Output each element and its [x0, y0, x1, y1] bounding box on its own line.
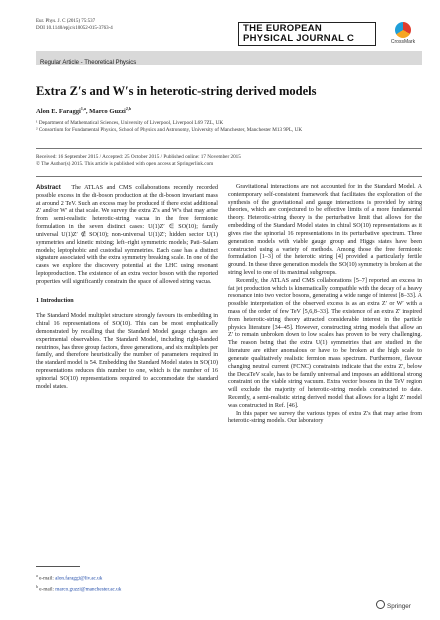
- publisher-name: Springer: [387, 603, 411, 610]
- journal-name-line2: PHYSICAL JOURNAL C: [243, 33, 355, 44]
- crossmark-icon: [395, 22, 411, 38]
- author-1: Alon E. Faraggi$^{1,a}$: [36, 106, 86, 116]
- publisher-logo: [376, 600, 411, 610]
- affiliation-2: ² Consortium for Fundamental Physics, School of Physics and Astronomy, University of Manchester, Manchester M13 9PL, UK: [36, 127, 303, 133]
- springer-icon: [376, 600, 385, 609]
- body-paragraph: In this paper we survey the various types of extra Z′s that may arise from heterotic-string models. Our laboratory: [228, 410, 422, 425]
- email-link[interactable]: alon.faraggi@liv.ac.uk: [55, 575, 103, 582]
- journal-citation: Eur. Phys. J. C (2015) 75:537: [36, 19, 96, 24]
- article-type: Regular Article - Theoretical Physics: [40, 60, 137, 66]
- paper-title: Extra Z′s and W′s in heterotic-string derived models: [36, 84, 317, 98]
- copyright-line: © The Author(s) 2015. This article is published with open access at Springerlink.com: [36, 161, 214, 167]
- article-type-band: [36, 51, 422, 65]
- left-column: [36, 184, 218, 392]
- crossmark-badge[interactable]: [383, 22, 423, 45]
- abstract: [36, 184, 218, 287]
- journal-logo: [238, 22, 376, 46]
- right-column: [228, 184, 422, 426]
- footnote-b: $^b$ e-mail: marco.guzzi@manchester.ac.uk: [36, 583, 122, 593]
- author-2: Marco Guzzi$^{2,b}$: [89, 106, 132, 116]
- received-dates: Received: 16 September 2015 / Accepted: 25 October 2015 / Published online: 17 November 2015: [36, 154, 241, 160]
- email-link[interactable]: marco.guzzi@manchester.ac.uk: [55, 586, 122, 593]
- footnote-a: $^a$ e-mail: alon.faraggi@liv.ac.uk: [36, 573, 103, 582]
- abstract-label: Abstract: [36, 184, 61, 191]
- crossmark-label: CrossMark: [390, 39, 416, 45]
- abstract-text: The ATLAS and CMS collaborations recently recorded possible excess in the di-boson production at the di-boson invariant mass at around 2 TeV. Such an excess may be produced if there exist additional Z′ and/or W′ at that scale. We survey the extra Z′s and W′s that may arise from semi-realistic heterotic-string vacua in the free fermionic formulation in the seven distinct cases: U(1)Z′ ∈ SO(10); family universal U(1)Z′ ∉ SO(10); non-universal U(1)Z′; hidden sector U(1) symmetries and kinetic mixing; left–right symmetric models; Pati–Salam models; leptophobic and custodial symmetries. Each case has a distinct signature associated with the extra symmetry breaking scale. In one of the cases we explore the discovery potential at the LHC using resonant leptoproduction. The existence of an extra vector boson with the reported properties will significantly constrain the space of allowed string vacua.: [36, 185, 218, 285]
- intro-paragraph: The Standard Model multiplet structure strongly favours its embedding in chiral 16 representations of SO(10). This can be most emphatically demonstrated by recalling that the Standard Model gauge charges are experimental observables. The Standard Model, including right-handed neutrinos, has three group factors, three generations, and six multiplets per family, and therefore heuristically the number of parameters required in the standard model is 54. Embedding the Standard Model states in SO(10) representations reduces this number to one, which is the number of 16 spinorial SO(10) representations required to accommodate the standard model states.: [36, 313, 218, 390]
- journal-name-line1: THE EUROPEAN: [243, 23, 323, 34]
- body-paragraph: Recently, the ATLAS and CMS collaborations [5–7] reported an excess in fat jet production which is kinematically compatible with the decay of a heavy resonance into two vector bosons, generating a wide range of interest [8–33]. A possible interpretation of the observed excess is as an extra Z′ or W′ with a mass of the order of few TeV [5,6,8–33]. The existence of an extra Z′ inspired from heterotic-string theory attracted considerable interest in the particle physics literature [34–45]. However, constructing string models that allow an Z′ to remain unbroken down to low scales has proven to be very challenging. The reason being that the extra U(1) symmetries that are studied in the literature are either anomalous or have to be broken at the high scale to generate qualitatively realistic fermion mass spectrum. Furthermore, flavour changing neutral current (FCNC) constraints indicate that the extra Z′, below the DecaTeV scale, has to be family universal and imposes an additional strong constraint on the viable string vacuum. Extra vector bosons in the TeV region will exclude the majority of heterotic-string models constructed to date. Recently, a semi-realistic string derived model that allows for a light Z′ model was constructed in Ref. [46].: [228, 277, 422, 409]
- footnotes: [36, 572, 218, 593]
- footnote-rule: [36, 566, 80, 567]
- divider: [36, 176, 422, 177]
- publication-history: [36, 154, 241, 168]
- affiliation-1: ¹ Department of Mathematical Sciences, University of Liverpool, Liverpool L69 7ZL, UK: [36, 120, 224, 126]
- body-paragraph: Gravitational interactions are not accounted for in the Standard Model. A contemporary self-consistent framework that facilitates the exploration of the synthesis of the gravitational and gauge interactions is provided by string theories, which are conjectured to be effective limits of a more fundamental theory. Heterotic-string theory is the perturbative limit that allows for the embedding of the Standard Model states in chiral SO(10) representations as it gives rise the spinorial 16 representations in its perturbative spectrum. Three generation models with viable gauge group and Higgs states have been constructed using a variety of methods. Among those the free fermionic formulation [1–3] of the heterotic string [4] provided a particularly fertile ground. In these three generation models the SO(10) symmetry is broken at the string level to one of its maximal subgroups.: [228, 184, 422, 276]
- section-heading: 1 Introduction: [36, 297, 74, 304]
- doi[interactable]: DOI 10.1140/epjc/s10052-015-3763-4: [36, 26, 113, 31]
- affiliations: [36, 120, 302, 134]
- divider: [36, 148, 422, 149]
- journal-reference: [36, 18, 113, 32]
- author-list: Alon E. Faraggi$^{1,a}$, Marco Guzzi$^{2,b}$: [36, 106, 132, 116]
